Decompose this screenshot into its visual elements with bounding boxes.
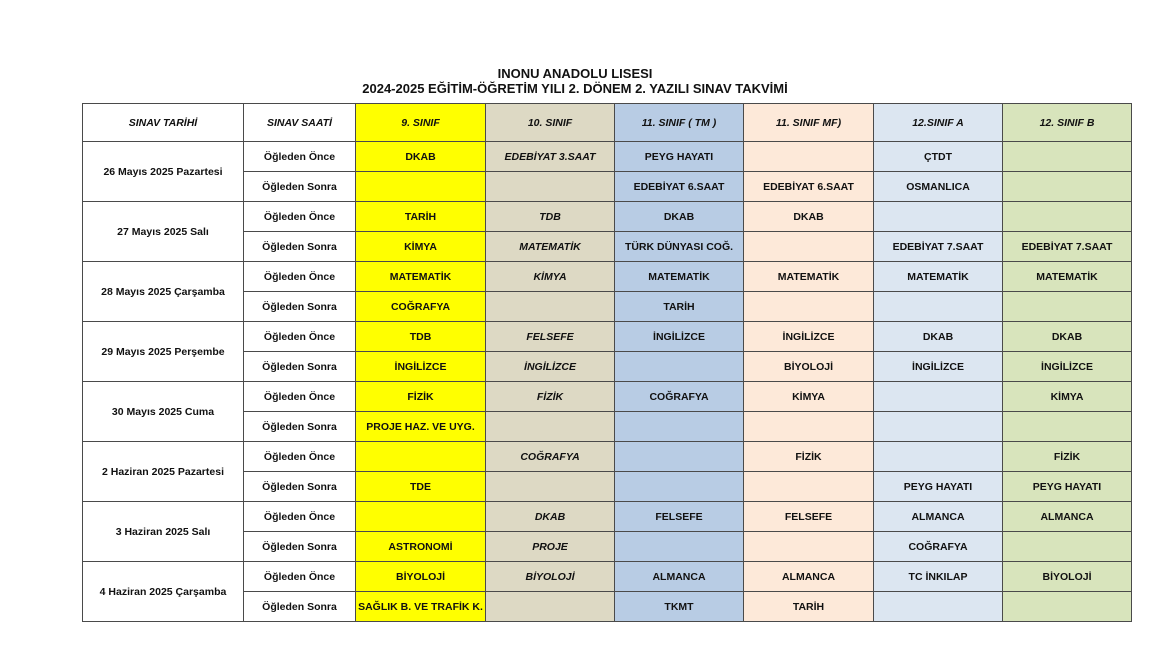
exam-date-cell: 29 Mayıs 2025 Perşembe [83,322,244,382]
subject-cell-grade-12-a [874,202,1003,232]
subject-cell-grade-10: EDEBİYAT 3.SAAT [486,142,615,172]
subject-cell-grade-11-mf [744,532,874,562]
subject-cell-grade-9: BİYOLOJİ [356,562,486,592]
exam-time-cell: Öğleden Sonra [244,532,356,562]
exam-time-cell: Öğleden Sonra [244,472,356,502]
subject-cell-grade-9: PROJE HAZ. VE UYG. [356,412,486,442]
subject-cell-grade-12-b: ALMANCA [1003,502,1132,532]
subject-cell-grade-10 [486,472,615,502]
subject-cell-grade-12-b: KİMYA [1003,382,1132,412]
subject-cell-grade-10 [486,592,615,622]
subject-cell-grade-11-tm: PEYG HAYATI [615,142,744,172]
subject-cell-grade-12-a: İNGİLİZCE [874,352,1003,382]
subject-cell-grade-9: TDE [356,472,486,502]
subject-cell-grade-11-tm: MATEMATİK [615,262,744,292]
subject-cell-grade-12-b [1003,292,1132,322]
exam-date-cell: 2 Haziran 2025 Pazartesi [83,442,244,502]
subject-cell-grade-9 [356,172,486,202]
subject-cell-grade-11-tm: COĞRAFYA [615,382,744,412]
header-grade-12-a: 12.SINIF A [874,104,1003,142]
exam-date-cell: 4 Haziran 2025 Çarşamba [83,562,244,622]
subject-cell-grade-11-mf [744,292,874,322]
subject-cell-grade-12-b: PEYG HAYATI [1003,472,1132,502]
subject-cell-grade-12-a: EDEBİYAT 7.SAAT [874,232,1003,262]
subject-cell-grade-12-b [1003,202,1132,232]
header-exam-time: SINAV SAATİ [244,104,356,142]
school-title: INONU ANADOLU LISESI [497,66,653,81]
subject-cell-grade-9: MATEMATİK [356,262,486,292]
subject-cell-grade-11-tm: İNGİLİZCE [615,322,744,352]
subject-cell-grade-10 [486,172,615,202]
header-exam-date: SINAV TARİHİ [83,104,244,142]
table-row [83,322,1132,352]
exam-time-cell: Öğleden Sonra [244,172,356,202]
exam-time-cell: Öğleden Önce [244,382,356,412]
subject-cell-grade-11-mf: FELSEFE [744,502,874,532]
subject-cell-grade-12-a [874,382,1003,412]
subject-cell-grade-12-b: DKAB [1003,322,1132,352]
subject-cell-grade-11-tm [615,442,744,472]
subject-cell-grade-9 [356,502,486,532]
subject-cell-grade-11-mf: İNGİLİZCE [744,322,874,352]
subject-cell-grade-12-a: COĞRAFYA [874,532,1003,562]
table-row [83,202,1132,232]
subject-cell-grade-10: FELSEFE [486,322,615,352]
subject-cell-grade-10: FİZİK [486,382,615,412]
exam-time-cell: Öğleden Önce [244,142,356,172]
exam-schedule-table [82,103,1132,622]
table-row [83,562,1132,592]
subject-cell-grade-9: DKAB [356,142,486,172]
subject-cell-grade-12-a: ALMANCA [874,502,1003,532]
exam-time-cell: Öğleden Önce [244,442,356,472]
subject-cell-grade-11-mf: MATEMATİK [744,262,874,292]
subject-cell-grade-12-b: FİZİK [1003,442,1132,472]
subject-cell-grade-12-a [874,592,1003,622]
exam-date-cell: 28 Mayıs 2025 Çarşamba [83,262,244,322]
subject-cell-grade-11-mf: BİYOLOJİ [744,352,874,382]
subject-cell-grade-11-mf [744,472,874,502]
subject-cell-grade-12-b [1003,532,1132,562]
subject-cell-grade-11-tm: DKAB [615,202,744,232]
header-grade-12-b: 12. SINIF B [1003,104,1132,142]
subject-cell-grade-11-mf: FİZİK [744,442,874,472]
exam-time-cell: Öğleden Sonra [244,292,356,322]
subject-cell-grade-12-a: MATEMATİK [874,262,1003,292]
subject-cell-grade-10: PROJE [486,532,615,562]
exam-date-cell: 27 Mayıs 2025 Salı [83,202,244,262]
subject-cell-grade-10 [486,412,615,442]
subject-cell-grade-11-tm [615,532,744,562]
subject-cell-grade-12-b: MATEMATİK [1003,262,1132,292]
exam-date-cell: 3 Haziran 2025 Salı [83,502,244,562]
subject-cell-grade-12-a: ÇTDT [874,142,1003,172]
subject-cell-grade-9: ASTRONOMİ [356,532,486,562]
subject-cell-grade-11-mf [744,412,874,442]
subject-cell-grade-10: DKAB [486,502,615,532]
subject-cell-grade-12-a: PEYG HAYATI [874,472,1003,502]
subject-cell-grade-9: TDB [356,322,486,352]
subject-cell-grade-11-tm [615,412,744,442]
exam-date-cell: 26 Mayıs 2025 Pazartesi [83,142,244,202]
schedule-title: 2024-2025 EĞİTİM-ÖĞRETİM YILI 2. DÖNEM 2. YAZILI SINAV TAKVİMİ [362,81,788,96]
subject-cell-grade-12-b: BİYOLOJİ [1003,562,1132,592]
table-row [83,382,1132,412]
subject-cell-grade-9: SAĞLIK B. VE TRAFİK K. [356,592,486,622]
exam-time-cell: Öğleden Önce [244,202,356,232]
subject-cell-grade-11-tm: TKMT [615,592,744,622]
subject-cell-grade-11-tm: EDEBİYAT 6.SAAT [615,172,744,202]
exam-time-cell: Öğleden Önce [244,562,356,592]
header-grade-11-tm: 11. SINIF ( TM ) [615,104,744,142]
exam-time-cell: Öğleden Sonra [244,592,356,622]
header-row [83,104,1132,142]
subject-cell-grade-10 [486,292,615,322]
subject-cell-grade-12-a: TC İNKILAP [874,562,1003,592]
header-grade-9: 9. SINIF [356,104,486,142]
subject-cell-grade-11-mf: KİMYA [744,382,874,412]
table-row [83,442,1132,472]
subject-cell-grade-12-a [874,412,1003,442]
subject-cell-grade-11-mf [744,232,874,262]
subject-cell-grade-9: COĞRAFYA [356,292,486,322]
subject-cell-grade-10: KİMYA [486,262,615,292]
table-row [83,142,1132,172]
table-row [83,502,1132,532]
subject-cell-grade-11-tm [615,352,744,382]
subject-cell-grade-10: MATEMATİK [486,232,615,262]
subject-cell-grade-12-b [1003,142,1132,172]
subject-cell-grade-11-mf: DKAB [744,202,874,232]
subject-cell-grade-12-b [1003,412,1132,442]
subject-cell-grade-10: TDB [486,202,615,232]
subject-cell-grade-9: TARİH [356,202,486,232]
subject-cell-grade-9 [356,442,486,472]
subject-cell-grade-12-b [1003,172,1132,202]
subject-cell-grade-11-tm [615,472,744,502]
subject-cell-grade-12-b: EDEBİYAT 7.SAAT [1003,232,1132,262]
page-header [0,66,1150,96]
subject-cell-grade-12-a: DKAB [874,322,1003,352]
subject-cell-grade-12-b: İNGİLİZCE [1003,352,1132,382]
subject-cell-grade-10: İNGİLİZCE [486,352,615,382]
table-row [83,262,1132,292]
exam-time-cell: Öğleden Sonra [244,412,356,442]
exam-time-cell: Öğleden Sonra [244,352,356,382]
subject-cell-grade-11-tm: TÜRK DÜNYASI COĞ. [615,232,744,262]
exam-date-cell: 30 Mayıs 2025 Cuma [83,382,244,442]
subject-cell-grade-11-tm: TARİH [615,292,744,322]
exam-time-cell: Öğleden Önce [244,322,356,352]
exam-time-cell: Öğleden Önce [244,262,356,292]
header-grade-11-mf: 11. SINIF MF) [744,104,874,142]
subject-cell-grade-9: İNGİLİZCE [356,352,486,382]
subject-cell-grade-11-tm: FELSEFE [615,502,744,532]
subject-cell-grade-10: COĞRAFYA [486,442,615,472]
exam-time-cell: Öğleden Sonra [244,232,356,262]
subject-cell-grade-11-tm: ALMANCA [615,562,744,592]
subject-cell-grade-12-a [874,442,1003,472]
subject-cell-grade-12-a: OSMANLICA [874,172,1003,202]
schedule-body [83,142,1132,622]
subject-cell-grade-9: KİMYA [356,232,486,262]
subject-cell-grade-12-a [874,292,1003,322]
subject-cell-grade-11-mf [744,142,874,172]
subject-cell-grade-11-mf: EDEBİYAT 6.SAAT [744,172,874,202]
exam-time-cell: Öğleden Önce [244,502,356,532]
subject-cell-grade-9: FİZİK [356,382,486,412]
subject-cell-grade-11-mf: TARİH [744,592,874,622]
subject-cell-grade-12-b [1003,592,1132,622]
subject-cell-grade-10: BİYOLOJİ [486,562,615,592]
subject-cell-grade-11-mf: ALMANCA [744,562,874,592]
header-grade-10: 10. SINIF [486,104,615,142]
